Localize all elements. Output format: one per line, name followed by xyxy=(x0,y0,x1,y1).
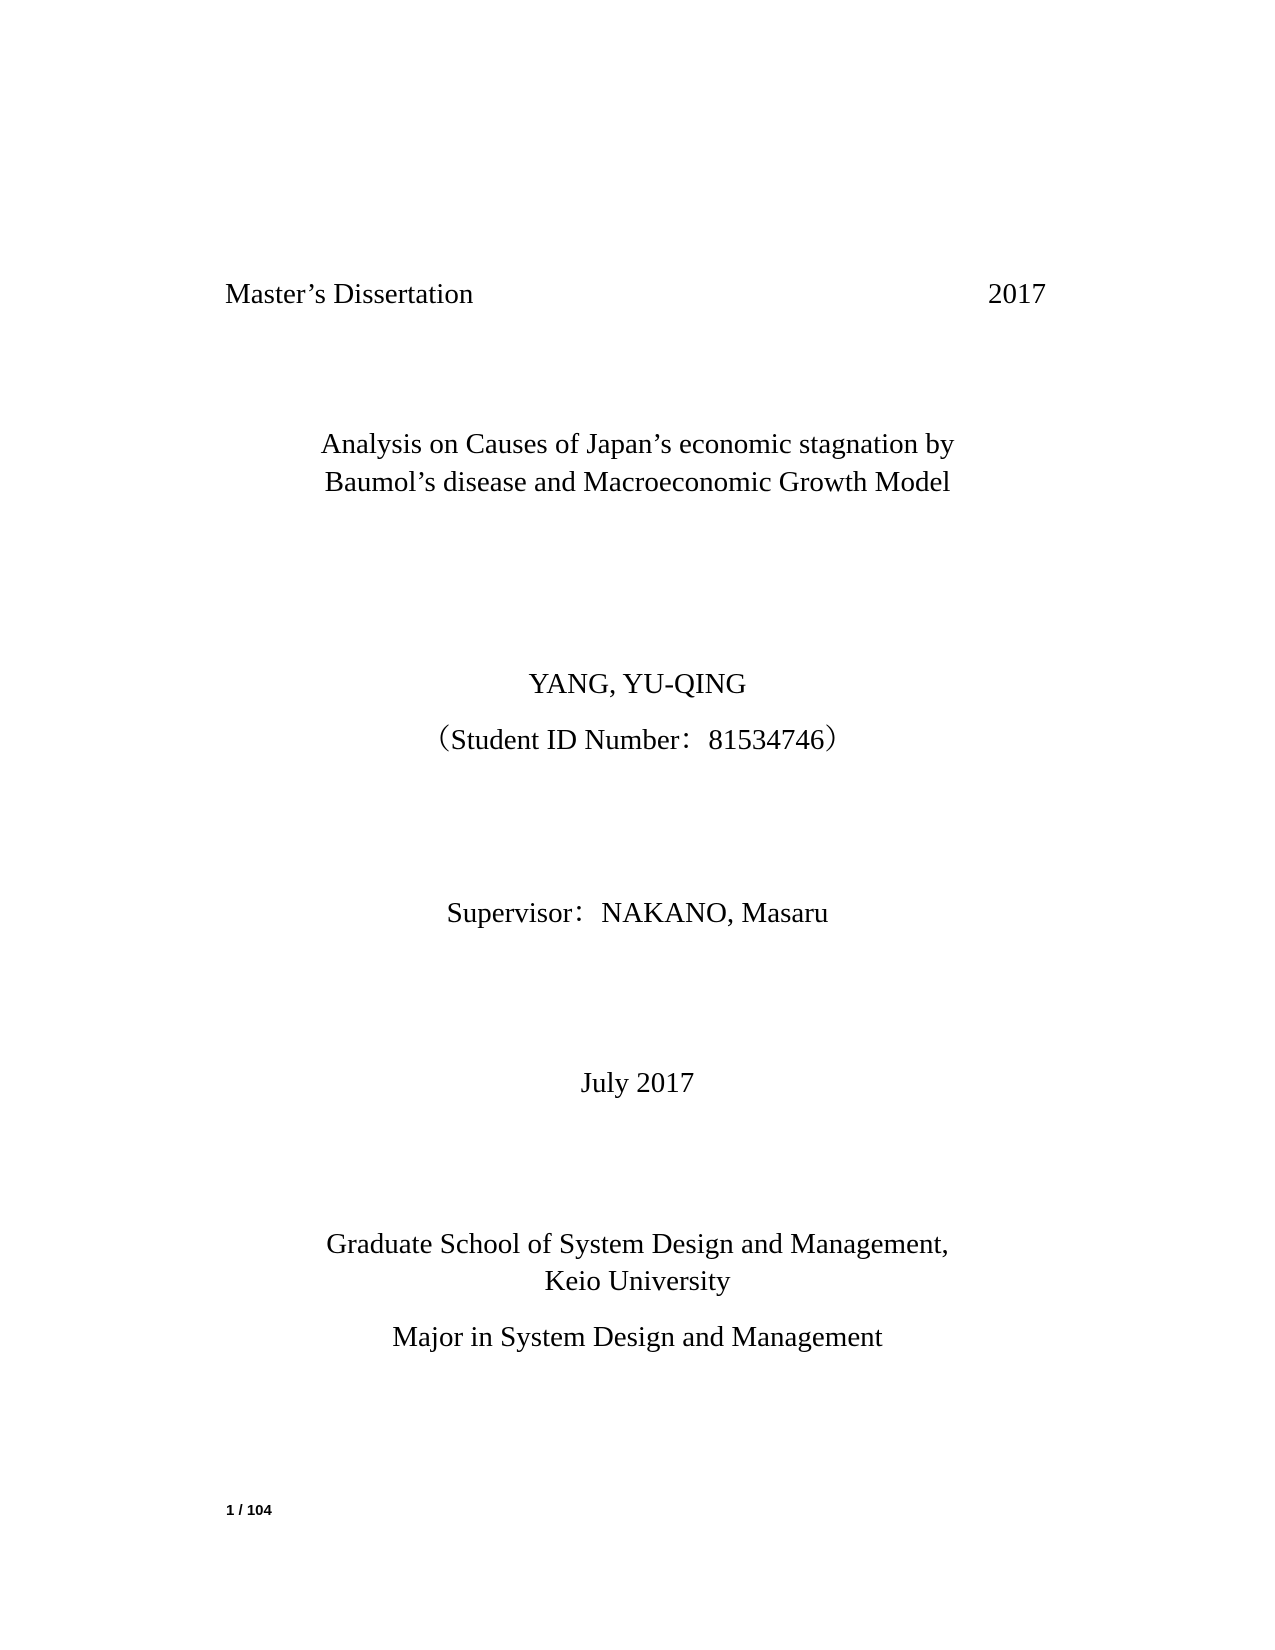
page-indicator: 1 / 104 xyxy=(226,1502,272,1519)
submission-date: July 2017 xyxy=(580,1067,695,1099)
document-year: 2017 xyxy=(988,278,1046,310)
title-line-1: Analysis on Causes of Japan’s economic stagnation by xyxy=(320,428,955,460)
author-name: YANG, YU-QING xyxy=(528,668,747,700)
supervisor: Supervisor：NAKANO, Masaru xyxy=(446,897,829,929)
affiliation-line-1: Graduate School of System Design and Management, xyxy=(326,1228,949,1260)
student-id: （Student ID Number：81534746） xyxy=(421,724,854,756)
major: Major in System Design and Management xyxy=(392,1321,883,1353)
affiliation-line-2: Keio University xyxy=(544,1265,731,1297)
document-type-label: Master’s Dissertation xyxy=(225,278,474,310)
title-line-2: Baumol’s disease and Macroeconomic Growth Model xyxy=(324,466,951,498)
